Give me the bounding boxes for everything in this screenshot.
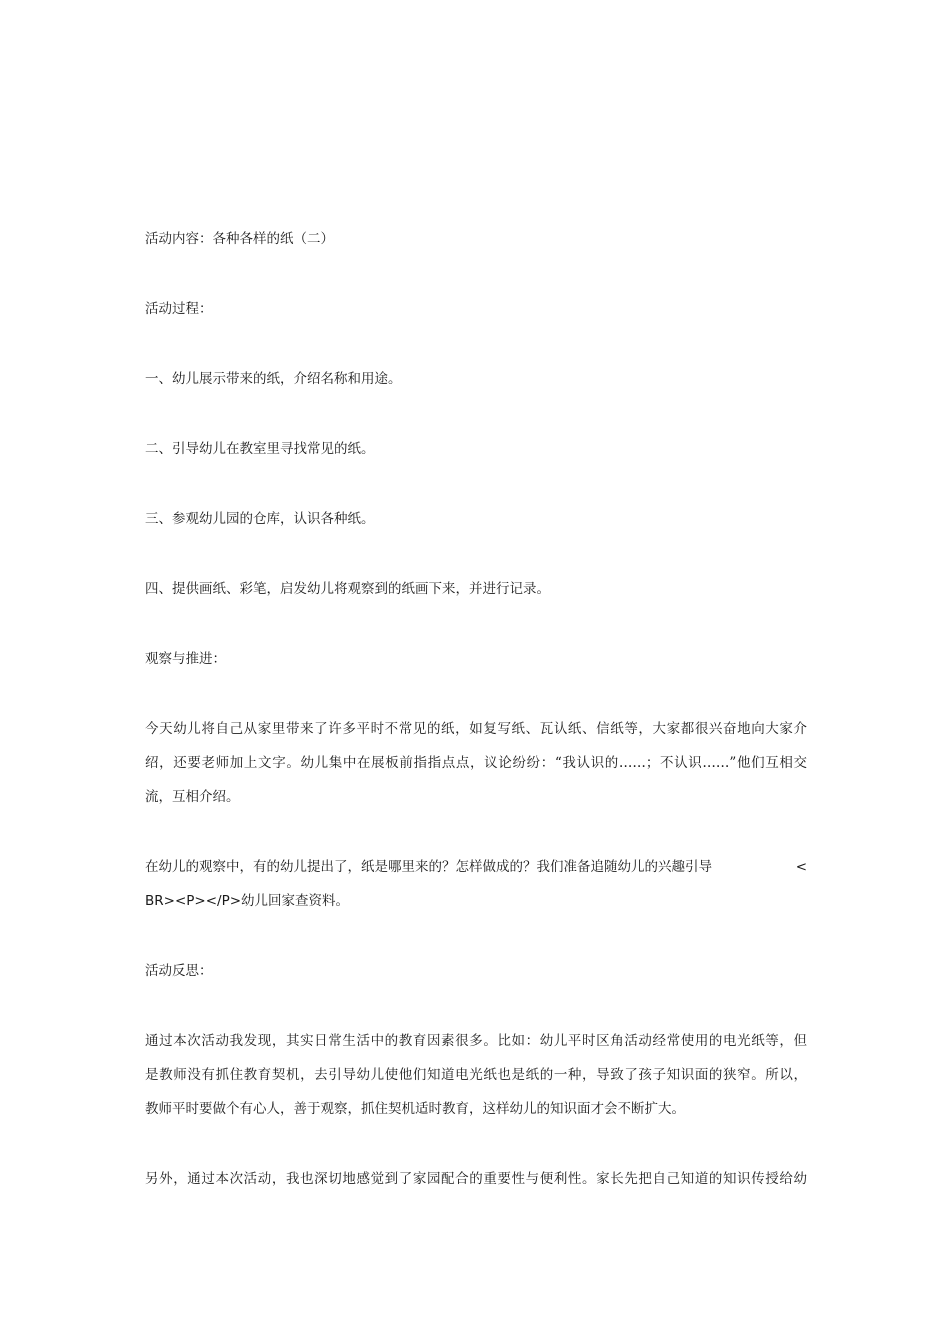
process-heading: 活动过程： — [145, 301, 213, 317]
step-2: 二、引导幼儿在教室里寻找常见的纸。 — [145, 441, 375, 457]
reflect-heading: 活动反思： — [145, 963, 213, 979]
paragraph-line-text: 幼儿回家查资料。 — [241, 893, 350, 909]
paragraph-line: 绍，还要老师加上文字。幼儿集中在展板前指指点点，议论纷纷：“我认识的……；不认识……”他们互相交 — [145, 755, 807, 771]
paragraph-line — [145, 855, 807, 880]
paragraph-line — [145, 889, 807, 914]
markup-fragment: < — [795, 859, 807, 875]
markup-fragment: BR><P></P> — [145, 893, 242, 909]
step-1: 一、幼儿展示带来的纸，介绍名称和用途。 — [145, 371, 402, 387]
activity-title: 活动内容：各种各样的纸（二） — [145, 231, 334, 247]
observe-paragraph-1 — [145, 717, 807, 810]
paragraph-line-text: 在幼儿的观察中，有的幼儿提出了，纸是哪里来的？怎样做成的？我们准备追随幼儿的兴趣引导 — [145, 859, 712, 875]
step-4: 四、提供画纸、彩笔，启发幼儿将观察到的纸画下来，并进行记录。 — [145, 581, 550, 597]
observe-heading: 观察与推进： — [145, 651, 226, 667]
paragraph-line: 流，互相介绍。 — [145, 789, 240, 805]
observe-paragraph-2 — [145, 855, 807, 914]
paragraph-line: 是教师没有抓住教育契机，去引导幼儿使他们知道电光纸也是纸的一种，导致了孩子知识面的狭窄。所以， — [145, 1067, 807, 1083]
paragraph-line: 通过本次活动我发现，其实日常生活中的教育因素很多。比如：幼儿平时区角活动经常使用的电光纸等，但 — [145, 1033, 807, 1049]
paragraph-line: 今天幼儿将自己从家里带来了许多平时不常见的纸，如复写纸、瓦认纸、信纸等，大家都很兴奋地向大家介 — [145, 721, 807, 737]
reflect-paragraph-1 — [145, 1029, 807, 1122]
document-body — [145, 227, 807, 1237]
reflect-paragraph-2 — [145, 1167, 807, 1192]
paragraph-line: 另外，通过本次活动，我也深切地感觉到了家园配合的重要性与便利性。家长先把自己知道的知识传授给幼 — [145, 1171, 807, 1187]
paragraph-line: 教师平时要做个有心人，善于观察，抓住契机适时教育，这样幼儿的知识面才会不断扩大。 — [145, 1101, 685, 1117]
step-3: 三、参观幼儿园的仓库，认识各种纸。 — [145, 511, 375, 527]
